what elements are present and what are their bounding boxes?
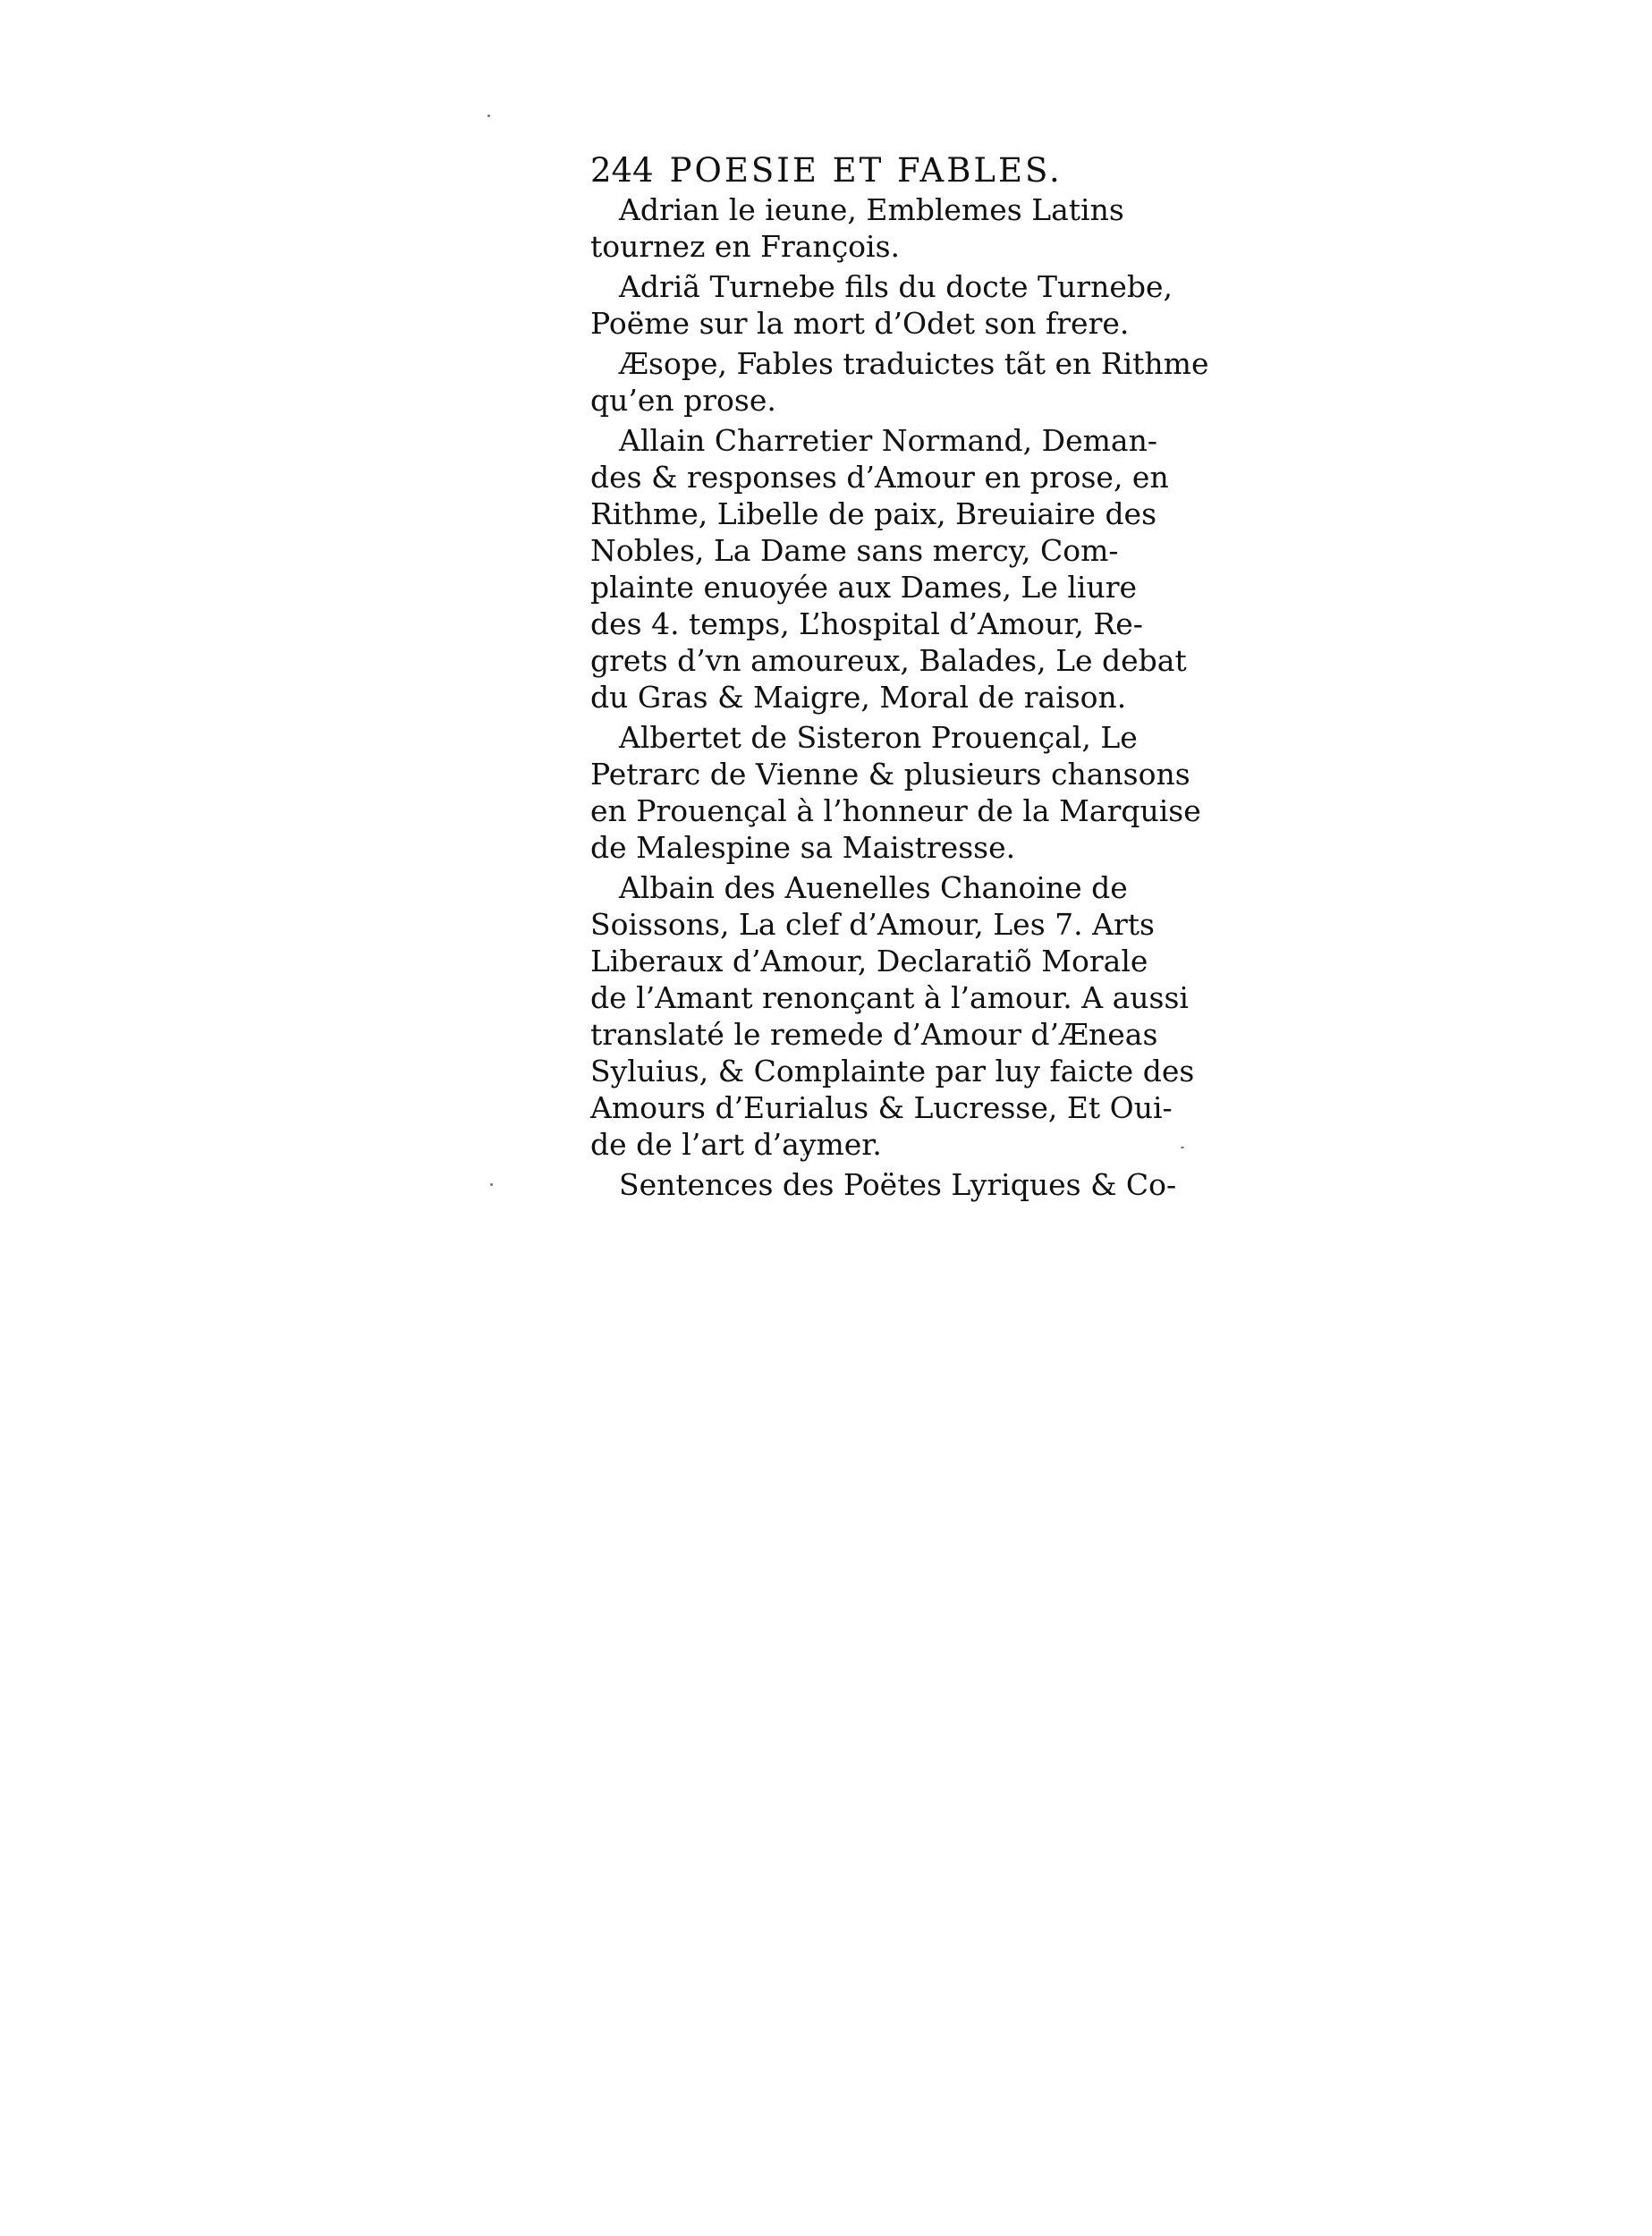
entry-line: Liberaux d’Amour, Declaratiõ Morale bbox=[590, 944, 1148, 978]
entry-line: des 4. temps, L’hospital d’Amour, Re- bbox=[590, 606, 1143, 641]
entry-line: tournez en François. bbox=[590, 229, 901, 264]
entry-line: des & responses d’Amour en prose, en bbox=[590, 460, 1169, 495]
page-number: 244 bbox=[590, 151, 654, 190]
entry-line: Nobles, La Dame sans mercy, Com- bbox=[590, 533, 1119, 568]
entry-line: Petrarc de Vienne & plusieurs chansons bbox=[590, 757, 1190, 792]
running-header bbox=[590, 150, 1109, 191]
entry-line: Adrian le ieune, Emblemes Latins bbox=[619, 192, 1124, 227]
entry-line: qu’en prose. bbox=[590, 383, 776, 418]
entry-sentences-des-poetes bbox=[590, 1166, 1177, 1203]
entry-line: grets d’vn amoureux, Balades, Le debat bbox=[590, 643, 1187, 678]
entry-line: Soissons, La clef d’Amour, Les 7. Arts bbox=[590, 907, 1155, 942]
entry-line: Amours d’Eurialus & Lucresse, Et Oui- bbox=[590, 1090, 1173, 1125]
text-block bbox=[590, 150, 1209, 1203]
entry-adrian-le-ieune bbox=[590, 191, 1124, 265]
entry-line: Æsope, Fables traduictes tãt en Rithme bbox=[619, 346, 1209, 381]
print-speck bbox=[1181, 1147, 1184, 1148]
running-title: POESIE ET FABLES. bbox=[669, 151, 1063, 190]
entry-line: de de l’art d’aymer. bbox=[590, 1127, 882, 1162]
entry-line: Albain des Auenelles Chanoine de bbox=[619, 870, 1128, 905]
entry-line: Rithme, Libelle de paix, Breuiaire des bbox=[590, 496, 1157, 531]
entry-adrian-turnebe bbox=[590, 268, 1173, 342]
entry-line: Sentences des Poëtes Lyriques & Co- bbox=[619, 1167, 1177, 1202]
entry-line: Allain Charretier Normand, Deman- bbox=[619, 423, 1157, 458]
entry-line: plainte enuoyée aux Dames, Le liure bbox=[590, 570, 1138, 605]
entry-list bbox=[590, 191, 1209, 1203]
print-speck bbox=[490, 1183, 493, 1186]
entry-line: Poëme sur la mort d’Odet son frere. bbox=[590, 306, 1130, 341]
entry-line: Adriã Turnebe fils du docte Turnebe, bbox=[619, 269, 1173, 304]
entry-albain-des-auenelles bbox=[590, 869, 1195, 1163]
entry-line: Syluius, & Complainte par luy faicte des bbox=[590, 1054, 1195, 1088]
entry-line: du Gras & Maigre, Moral de raison. bbox=[590, 680, 1127, 715]
entry-line: de l’Amant renonçant à l’amour. A aussi bbox=[590, 980, 1189, 1015]
entry-albertet-de-sisteron bbox=[590, 719, 1201, 866]
entry-line: en Prouençal à l’honneur de la Marquise bbox=[590, 793, 1201, 828]
entry-aesope bbox=[590, 345, 1209, 419]
entry-line: Albertet de Sisteron Prouençal, Le bbox=[619, 720, 1138, 755]
entry-allain-charretier bbox=[590, 422, 1187, 716]
print-speck bbox=[487, 114, 490, 117]
entry-line: de Malespine sa Maistresse. bbox=[590, 830, 1016, 865]
entry-line: translaté le remede d’Amour d’Æneas bbox=[590, 1017, 1158, 1052]
